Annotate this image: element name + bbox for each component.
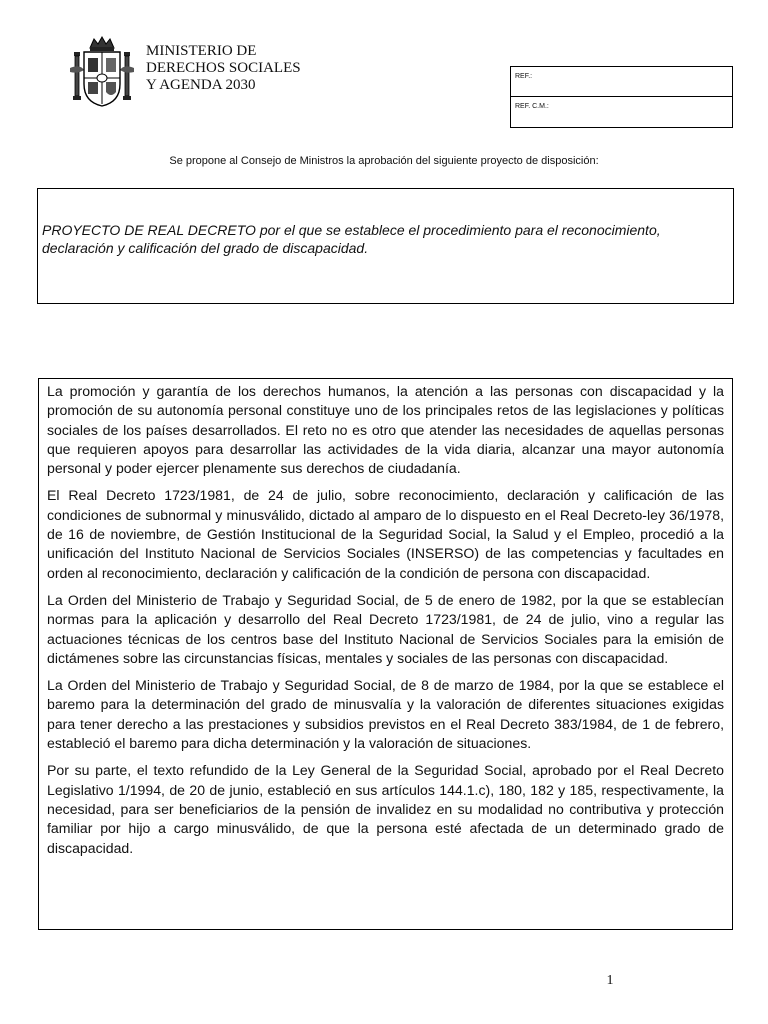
page-number: 1 xyxy=(606,973,614,988)
ref-label: REF.: xyxy=(515,73,533,80)
preamble-paragraph-2: El Real Decreto 1723/1981, de 24 de julio, sobre reconocimiento, declaración y calificación de las condiciones de subnormal y minusválido, dictado al amparo de lo dispuesto en el Real Decreto-ley 36/1978, de 16 de noviembre, de Gestión Institucional de la Seguridad Social, la Salud y el Empleo, procedió a la unificación del Instituto Nacional de Servicios Sociales (INSERSO) de las competencias y facultades en orden al reconocimiento, declaración y calificación de la condición de persona con discapacidad. xyxy=(47,487,724,581)
decree-title: PROYECTO DE REAL DECRETO por el que se establece el procedimiento para el reconocimiento, declaración y calificación del grado de discapacidad. xyxy=(42,222,661,256)
reference-box xyxy=(510,66,733,128)
preamble-paragraph-1: La promoción y garantía de los derechos humanos, la atención a las personas con discapacidad y la promoción de su autonomía personal constituye uno de los principales retos de las legislaciones y políticas sociales de los países desarrollados. El reto no es otro que atender las necesidades de aquellas personas que requieren apoyos para desarrollar las actividades de la vida diaria, alcanzar una mayor autonomía personal y poder ejercer plenamente sus derechos de ciudadanía. xyxy=(47,383,724,477)
preamble-box xyxy=(38,378,733,930)
ref-cm-field[interactable] xyxy=(511,97,732,127)
proposal-text: Se propone al Consejo de Ministros la aprobación del siguiente proyecto de disposición: xyxy=(169,155,599,167)
ministry-name xyxy=(146,43,301,94)
ministry-line-1: MINISTERIO DE xyxy=(146,43,257,59)
ministry-line-2: DERECHOS SOCIALES xyxy=(146,60,301,76)
spanish-coat-of-arms-icon xyxy=(68,34,136,110)
preamble-paragraph-3: La Orden del Ministerio de Trabajo y Seguridad Social, de 5 de enero de 1982, por la que se establecían normas para la aplicación y desarrollo del Real Decreto 1723/1981, de 24 de julio, vino a regular las actuaciones técnicas de los centros base del Instituto Nacional de Servicios Sociales para la emisión de dictámenes sobre las circunstancias físicas, mentales y sociales de las personas con discapacidad. xyxy=(47,591,724,666)
preamble-paragraph-5: Por su parte, el texto refundido de la Ley General de la Seguridad Social, aprobado por el Real Decreto Legislativo 1/1994, de 20 de junio, estableció en sus artículos 144.1.c), 180, 182 y 185, respectivamente, la necesidad, para ser beneficiarios de la pensión de invalidez en su modalidad no contributiva y protección familiar por hijo a cargo minusválido, de que la persona esté afectada de un determinado grado de discapacidad. xyxy=(47,762,724,856)
preamble-paragraph-4: La Orden del Ministerio de Trabajo y Seguridad Social, de 8 de marzo de 1984, por la que se establece el baremo para la determinación del grado de minusvalía y la valoración de diferentes situaciones exigidas para tener derecho a las prestaciones y subsidios previstos en el Real Decreto 383/1984, de 1 de febrero, estableció el baremo para dicha determinación y la valoración de situaciones. xyxy=(47,677,724,752)
ref-field[interactable] xyxy=(511,67,732,97)
ref-cm-label: REF. C.M.: xyxy=(515,103,549,110)
ministry-line-3: Y AGENDA 2030 xyxy=(146,77,256,93)
decree-title-box xyxy=(37,188,734,304)
